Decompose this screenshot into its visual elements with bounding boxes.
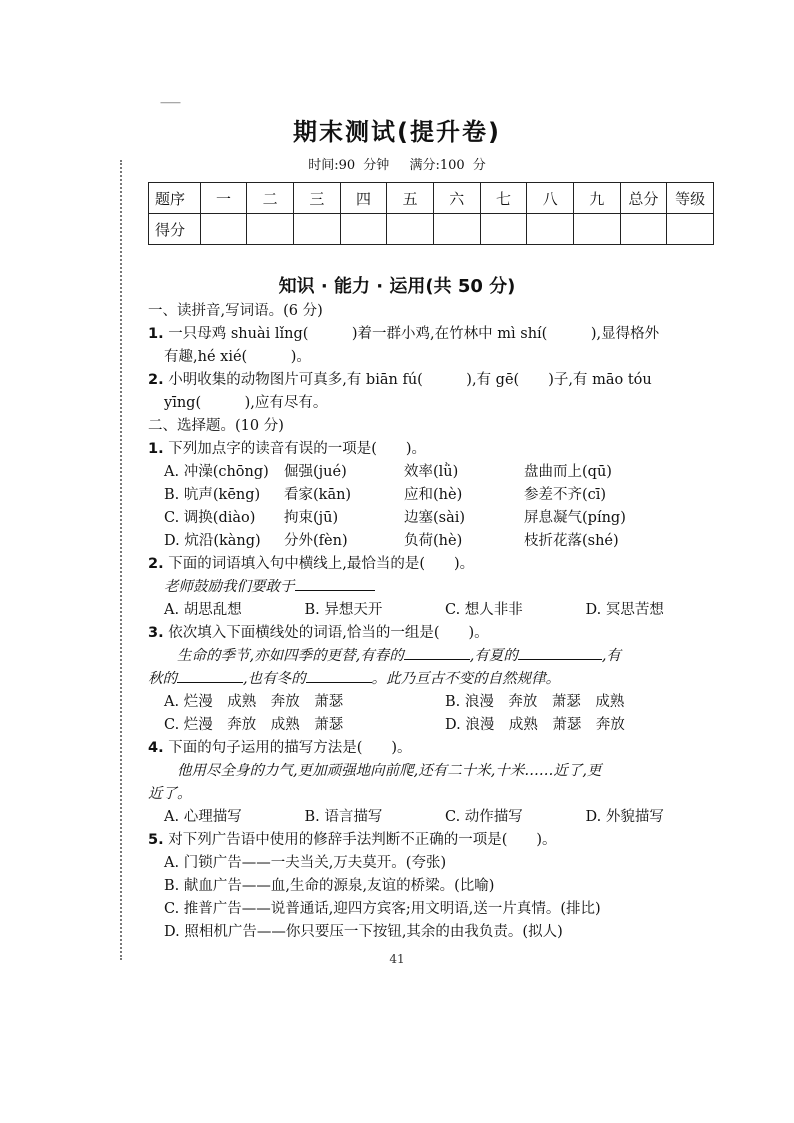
score-table: [148, 182, 714, 245]
score-table-header-cell: 五: [387, 183, 434, 214]
question-passage-cont: [148, 668, 726, 691]
question-2-4: [148, 737, 726, 760]
option-item: 参差不齐(cī): [524, 487, 607, 503]
option-item: 拘束(jū): [284, 510, 339, 526]
score-table-header-row: [149, 183, 714, 214]
option-item: 应和(hè): [404, 487, 463, 503]
score-table-score-row: [149, 214, 714, 245]
option-row: [148, 599, 726, 622]
score-table-header-cell: 二: [247, 183, 294, 214]
option-item: A. 胡思乱想: [164, 602, 242, 618]
score-cell: [620, 214, 667, 245]
question-text: 一只母鸡 shuài lǐng( )着一群小鸡,在竹林中 mì shí( ),显得格外: [168, 326, 660, 342]
option-item: 负荷(hè): [404, 533, 463, 549]
option-item: D. 冥思苦想: [585, 602, 664, 618]
option-item: 屏息凝气(píng): [524, 510, 626, 526]
option-item: A. 门锁广告——一夫当关,万夫莫开。(夸张): [164, 855, 447, 871]
part1-heading: 一、读拼音,写词语。(6 分): [148, 303, 323, 319]
page-title: 期末测试(提升卷): [293, 118, 501, 146]
answer-blank: [306, 668, 372, 683]
question-number: 2.: [148, 556, 164, 572]
score-table-header-cell: 六: [433, 183, 480, 214]
score-table-header-cell: 七: [480, 183, 527, 214]
score-cell: [294, 214, 341, 245]
option-item: B. 浪漫 奔放 萧瑟 成熟: [445, 694, 625, 710]
option-row: [148, 691, 726, 714]
question-2-1: [148, 438, 726, 461]
question-prompt: [148, 576, 726, 599]
score-cell: [573, 214, 620, 245]
score-cell: [340, 214, 387, 245]
option-row: [148, 461, 726, 484]
question-2-2: [148, 553, 726, 576]
question-2-3: [148, 622, 726, 645]
answer-blank: [177, 668, 243, 683]
section-title: 知识 · 能力 · 运用(共 50 分): [278, 276, 516, 297]
part2-heading: 二、选择题。(10 分): [148, 418, 284, 434]
score-cell: [480, 214, 527, 245]
question-1-1: [148, 323, 726, 346]
question-number: 5.: [148, 832, 164, 848]
score-cell: [433, 214, 480, 245]
exam-full-score: 满分:100 分: [409, 158, 486, 173]
option-item: D. 照相机广告——你只要压一下按钮,其余的由我负责。(拟人): [164, 924, 563, 940]
score-table-header-cell: 八: [527, 183, 574, 214]
passage-text: 秋的: [148, 671, 177, 687]
corner-mark: ——: [160, 96, 180, 109]
option-item: C. 调换(diào): [164, 510, 256, 526]
answer-blank: [295, 576, 375, 591]
option-row: [148, 484, 726, 507]
option-item: D. 外貌描写: [585, 809, 664, 825]
question-2-5: [148, 829, 726, 852]
option-item: C. 推普广告——说普通话,迎四方宾客;用文明语,送一片真情。(排比): [164, 901, 601, 917]
option-item: 分外(fèn): [284, 533, 348, 549]
score-cell: [667, 214, 714, 245]
question-number: 1.: [148, 326, 164, 342]
exam-info: [0, 154, 794, 173]
question-text-cont: yīng( ),应有尽有。: [164, 395, 328, 411]
option-item: D. 炕沿(kàng): [164, 533, 261, 549]
score-cell: [527, 214, 574, 245]
passage-text: 生命的季节,亦如四季的更替,有春的: [177, 648, 404, 664]
score-table-header-cell: 总分: [620, 183, 667, 214]
option-row: [148, 507, 726, 530]
question-number: 4.: [148, 740, 164, 756]
score-table-header-cell: 四: [340, 183, 387, 214]
score-cell: [247, 214, 294, 245]
option-item: 盘曲而上(qū): [524, 464, 612, 480]
score-table-header-cell: 题序: [149, 183, 201, 214]
question-1-2: [148, 369, 726, 392]
answer-blank: [518, 645, 602, 660]
option-row: [148, 806, 726, 829]
score-cell: [200, 214, 247, 245]
option-item: C. 想人非非: [445, 602, 523, 618]
question-text-cont: 有趣,hé xié( )。: [164, 349, 311, 365]
exam-content: [148, 300, 726, 944]
question-text: 下面的词语填入句中横线上,最恰当的是( )。: [168, 556, 475, 572]
option-item: 倔强(jué): [284, 464, 347, 480]
question-text: 依次填入下面横线处的词语,恰当的一组是( )。: [168, 625, 489, 641]
passage-text: 。此乃亘古不变的自然规律。: [371, 671, 561, 687]
option-item: B. 语言描写: [304, 809, 383, 825]
score-table-header-cell: 九: [573, 183, 620, 214]
option-item: 效率(lǜ): [404, 464, 459, 480]
option-item: C. 烂漫 奔放 成熟 萧瑟: [164, 717, 344, 733]
score-table-header-cell: 三: [294, 183, 341, 214]
option-item: 看家(kān): [284, 487, 352, 503]
option-item: A. 烂漫 成熟 奔放 萧瑟: [164, 694, 344, 710]
question-passage: [148, 645, 726, 668]
option-item: C. 动作描写: [445, 809, 523, 825]
question-passage-cont: 近了。: [148, 786, 192, 802]
option-item: 枝折花落(shé): [524, 533, 619, 549]
option-item: A. 冲澡(chōng): [164, 464, 269, 480]
question-text: 下面的句子运用的描写方法是( )。: [168, 740, 412, 756]
score-cell: [387, 214, 434, 245]
option-item: A. 心理描写: [164, 809, 242, 825]
option-item: D. 浪漫 成熟 萧瑟 奔放: [445, 717, 625, 733]
passage-text: ,也有冬的: [243, 671, 306, 687]
passage-text: ,有: [601, 648, 621, 664]
question-number: 2.: [148, 372, 164, 388]
option-item: B. 异想天开: [304, 602, 383, 618]
question-number: 1.: [148, 441, 164, 457]
exam-time: 时间:90 分钟: [308, 158, 390, 173]
answer-blank: [404, 645, 470, 660]
option-row: [148, 530, 726, 553]
prompt-text: 老师鼓励我们要敢于: [164, 579, 295, 595]
passage-text: ,有夏的: [469, 648, 518, 664]
score-table-header-cell: 等级: [667, 183, 714, 214]
option-row: [148, 714, 726, 737]
option-item: B. 献血广告——血,生命的源泉,友谊的桥梁。(比喻): [164, 878, 495, 894]
question-passage: 他用尽全身的力气,更加顽强地向前爬,还有二十米,十米……近了,更: [177, 763, 602, 779]
question-number: 3.: [148, 625, 164, 641]
question-text: 对下列广告语中使用的修辞手法判断不正确的一项是( )。: [168, 832, 557, 848]
score-row-label: 得分: [149, 214, 201, 245]
score-table-header-cell: 一: [200, 183, 247, 214]
question-text: 下列加点字的读音有误的一项是( )。: [168, 441, 427, 457]
option-item: B. 吭声(kēng): [164, 487, 261, 503]
question-text: 小明收集的动物图片可真多,有 biān fú( ),有 gē( )子,有 māo tóu: [168, 372, 652, 388]
option-item: 边塞(sài): [404, 510, 466, 526]
page-number: 41: [389, 952, 405, 966]
